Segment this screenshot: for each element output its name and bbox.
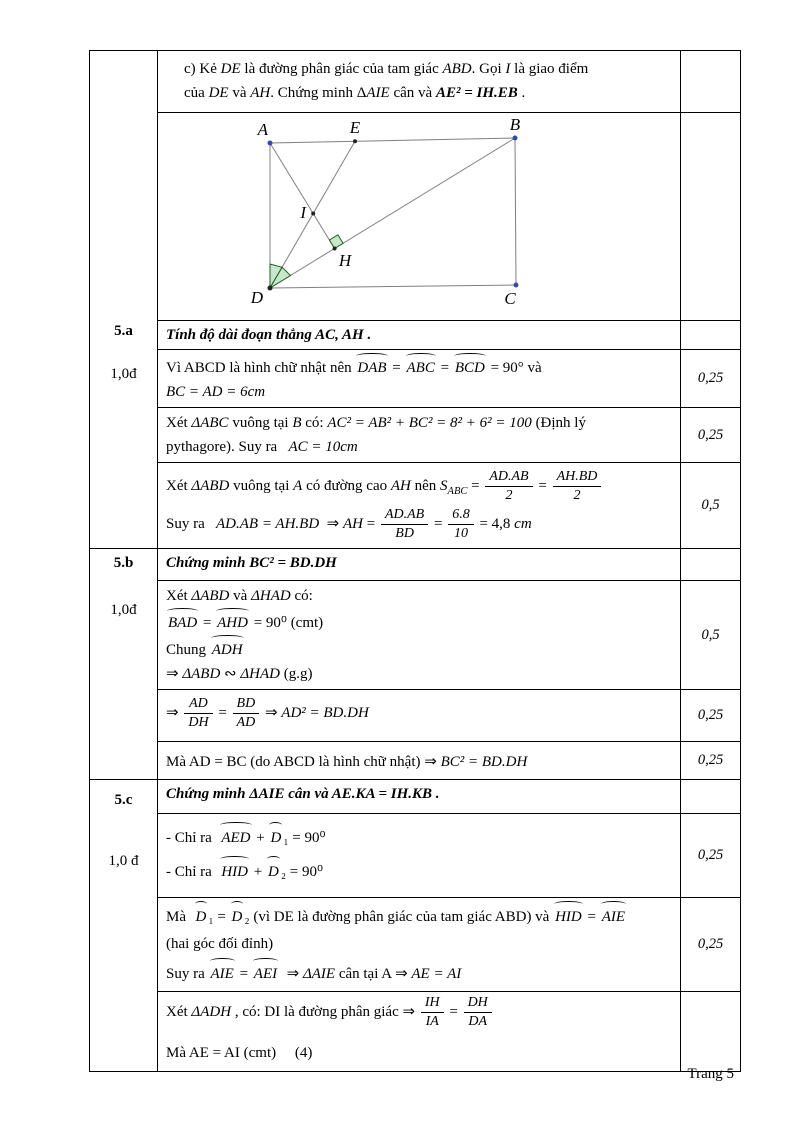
label-I: I (300, 203, 306, 222)
row-pythagore (90, 408, 741, 463)
line: ⇒ $\frac{AD}{DH}$ = $\frac{BD}{AD}$ ⇒ AD² = BD.DH (166, 696, 369, 731)
statement-line-1: c) Kẻ DE là đường phân giác của tam giác ABD. Gọi I là giao điểm (184, 61, 589, 77)
row-5b-title (90, 549, 741, 581)
problem-statement-cell (158, 51, 681, 113)
label-B: B (509, 115, 521, 134)
score-cell: 0,25 (681, 898, 741, 992)
row-bisector-ratio (90, 992, 741, 1072)
diagonal-DB (270, 138, 515, 288)
line: Xét ΔABC vuông tại B có: AC² = AB² + BC² = 8² + 6² = 100 (Định lý (166, 415, 586, 431)
pythagore-cell (158, 408, 681, 463)
score-cell-empty (681, 321, 741, 350)
5a-title: Tính độ dài đoạn thẳng AC, AH . (166, 327, 372, 343)
row-conclusion-5b (90, 742, 741, 780)
section-5a-mark: 1,0đ (110, 366, 137, 382)
point-A-dot (268, 141, 273, 146)
point-B-dot (513, 136, 518, 141)
score-cell: 0,5 (681, 581, 741, 690)
label-E: E (349, 118, 361, 137)
label-H: H (338, 251, 352, 270)
section-5b-cell (90, 549, 158, 780)
geometry-figure-cell (158, 113, 681, 321)
section-5c-mark: 1,0 đ (108, 853, 139, 870)
score-cell: 0,25 (681, 742, 741, 780)
line: Chung ADH (166, 635, 672, 662)
point-D-dot (268, 286, 273, 291)
5c-title-cell (158, 780, 681, 814)
line: Mà AD = BC (do ABCD là hình chữ nhật) ⇒ BC² = BD.DH (166, 754, 528, 771)
score-cell-empty (681, 549, 741, 581)
line: Suy ra AD.AB = AH.BD ⇒ AH = $\frac{AD.AB}{BD}$ = $\frac{6.8}{10}$ = 4,8 cm (166, 507, 532, 542)
score-cell-empty (681, 113, 741, 321)
right-angle-mark-H (329, 235, 343, 249)
geometry-figure (158, 113, 679, 315)
score-cell-empty (681, 51, 741, 113)
line: Mà D ₁ = D ₂ (vì DE là đường phân giác của tam giác ABD) và HID = AIE (166, 901, 672, 931)
row-rectangle-angles (90, 350, 741, 408)
line: BC = AD = 6cm (166, 384, 266, 400)
5b-title-cell (158, 549, 681, 581)
section-5c-id: 5.c (114, 792, 133, 809)
row-similar-triangles (90, 581, 741, 690)
line: pythagore). Suy ra AC = 10cm (166, 439, 358, 455)
line: Xét ΔABD và ΔHAD có: (166, 588, 313, 605)
line: Mà AE = AI (cmt) (4) (166, 1044, 313, 1061)
page-number: Trang 5 (687, 1066, 734, 1082)
line: ⇒ ΔABD ∾ ΔHAD (g.g) (166, 666, 313, 683)
row-5a-title (90, 321, 741, 350)
row-5c-title (90, 780, 741, 814)
section-5a-id: 5.a (114, 323, 133, 339)
segment-BC (515, 138, 516, 285)
5a-title-cell (158, 321, 681, 350)
similar-triangles-cell (158, 581, 681, 690)
point-C-dot (514, 283, 519, 288)
line: Suy ra AIE = AEI ⇒ ΔAIE cân tại A ⇒ AE = AI (166, 958, 672, 988)
line: - Chỉ ra AED + D ₁ = 90⁰ (166, 822, 672, 851)
point-H-dot (333, 247, 337, 251)
line: (hai góc đối đỉnh) (166, 936, 274, 953)
row-show-angles (90, 814, 741, 898)
conclusion-5b-cell (158, 742, 681, 780)
score-cell-empty (681, 992, 741, 1072)
label-D: D (250, 288, 263, 307)
line: - Chỉ ra HID + D ₂ = 90⁰ (166, 856, 672, 885)
bisector-ratio-cell (158, 992, 681, 1072)
line: Xét ΔADH , có: DI là đường phân giác ⇒ $\frac{IH}{IA}$ = $\frac{DH}{DA}$ (166, 995, 672, 1030)
section-5b-mark: 1,0đ (110, 602, 137, 619)
score-cell-empty (681, 780, 741, 814)
5c-title: Chứng minh ΔAIE cân và AE.KA = IH.KB . (166, 786, 440, 803)
segment-AB (270, 138, 515, 143)
5b-title: Chứng minh BC² = BD.DH (166, 555, 337, 572)
line: Vì ABCD là hình chữ nhật nên DAB = ABC = BCD = 90° và (166, 353, 672, 380)
point-I-dot (311, 212, 315, 216)
altitude-AH-cell (158, 463, 681, 549)
label-C: C (504, 289, 516, 308)
line: Xét ΔABD vuông tại A có đường cao AH nên $S_{ABC}$ = $\frac{AD.AB}{2}$ = $\frac{AH.BD}{2}$ (166, 469, 672, 504)
ratio-cell (158, 690, 681, 742)
line: BAD = AHD = 90⁰ (cmt) (166, 608, 672, 635)
score-cell: 0,25 (681, 814, 741, 898)
row-figure (90, 113, 741, 321)
row-problem-statement (90, 51, 741, 113)
score-cell: 0,5 (681, 463, 741, 549)
label-A: A (257, 120, 268, 139)
segment-DC (270, 285, 516, 288)
point-E-dot (353, 139, 357, 143)
score-cell: 0,25 (681, 408, 741, 463)
rectangle-angles-cell (158, 350, 681, 408)
figure-labels (250, 115, 521, 308)
row-ratio (90, 690, 741, 742)
statement-line-2: của DE và AH. Chứng minh ΔAIE cân và AE² = IH.EB . (184, 85, 526, 101)
section-5b-id: 5.b (113, 555, 134, 572)
section-5a-cell (90, 51, 158, 549)
score-cell: 0,25 (681, 350, 741, 408)
figure-lines (270, 138, 516, 288)
solution-table (89, 50, 741, 1072)
isosceles-cell (158, 898, 681, 992)
row-isosceles (90, 898, 741, 992)
row-altitude-AH (90, 463, 741, 549)
score-cell: 0,25 (681, 690, 741, 742)
section-5c-cell (90, 780, 158, 1072)
show-angles-cell (158, 814, 681, 898)
